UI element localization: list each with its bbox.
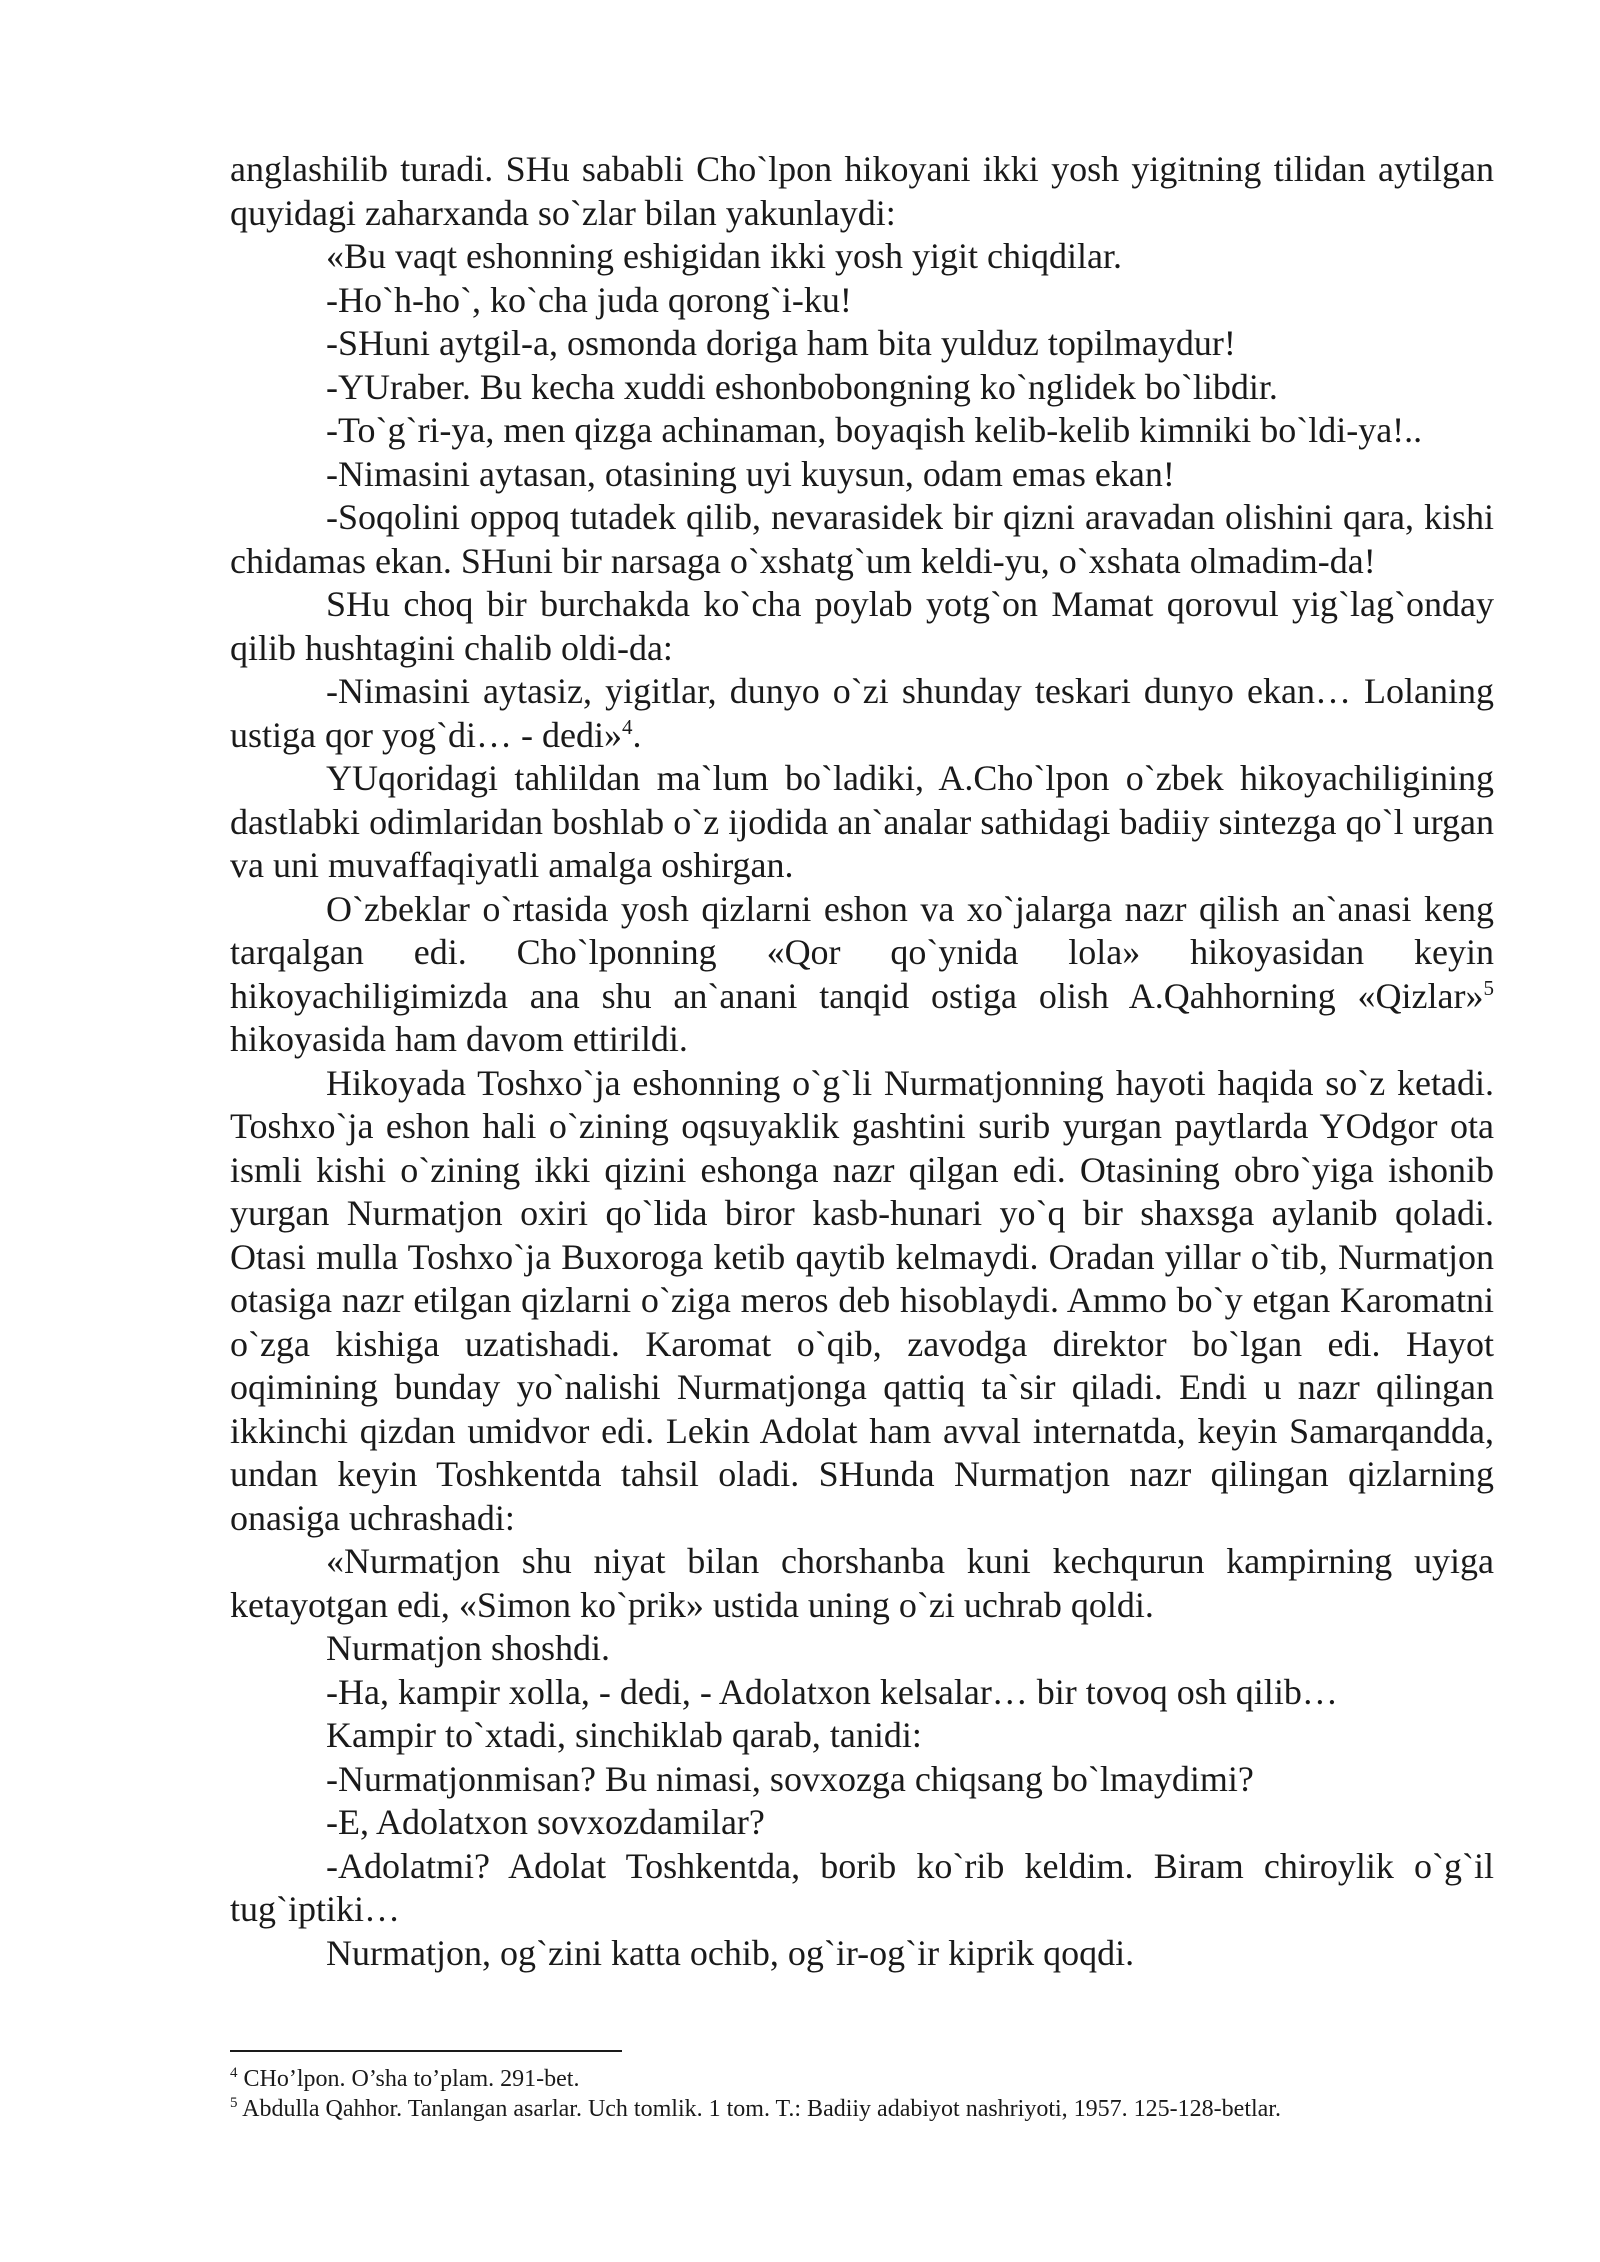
paragraph-text-after: .	[632, 714, 642, 755]
paragraph: Nurmatjon shoshdi.	[326, 1628, 610, 1668]
footnote-ref: 4	[621, 714, 633, 739]
paragraph: -SHuni aytgil-a, osmonda doriga ham bita yulduz topilmaydur!	[326, 323, 1236, 363]
paragraph: -E, Adolatxon sovxozdamilar?	[326, 1802, 765, 1842]
paragraph: -Adolatmi? Adolat Toshkentda, borib ko`rib keldim. Biram chiroylik o`g`il tug`iptiki…	[230, 1845, 1494, 1929]
paragraph: SHu choq bir burchakda ko`cha poylab yotg`on Mamat qorovul yig`lag`onday qilib hushtagini chalib oldi-da:	[230, 584, 1494, 668]
footnotes	[230, 2064, 1494, 2124]
paragraph-text: -Nimasini aytasiz, yigitlar, dunyo o`zi shunday teskari dunyo ekan… Lolaning ustiga qor yog`di… - dedi»	[230, 671, 1494, 755]
paragraph	[230, 888, 1494, 1062]
paragraph	[230, 670, 1494, 757]
paragraph: -Nurmatjonmisan? Bu nimasi, sovxozga chiqsang bo`lmaydimi?	[326, 1758, 1254, 1799]
paragraph-text: O`zbeklar o`rtasida yosh qizlarni eshon va xo`jalarga nazr qilish an`anasi keng tarqalgan edi. Cho`lponning «Qor qo`ynida lola» hikoyasidan keyin hikoyachiligimizda ana shu an`anani tanqid ostiga olish A.Qahhorning «Qizlar»	[230, 888, 1494, 1016]
paragraph-text-after: hikoyasida ham davom ettirildi.	[230, 1019, 688, 1059]
paragraph: Nurmatjon, og`zini katta ochib, og`ir-og`ir kiprik qoqdi.	[326, 1932, 1135, 1973]
paragraph: anglashilib turadi. SHu sababli Cho`lpon hikoyani ikki yosh yigitning tilidan aytilgan quyidagi zaharxanda so`zlar bilan yakunlaydi:	[230, 149, 1494, 233]
paragraph: -To`g`ri-ya, men qizga achinaman, boyaqish kelib-kelib kimniki bo`ldi-ya!..	[326, 410, 1423, 450]
footnote	[230, 2094, 1494, 2124]
footnote	[230, 2064, 1494, 2094]
paragraph: «Nurmatjon shu niyat bilan chorshanba kuni kechqurun kampirning uyiga ketayotgan edi, «Simon ko`prik» ustida uning o`zi uchrab qoldi.	[230, 1541, 1494, 1625]
footnote-text: Abdulla Qahhor. Tanlangan asarlar. Uch tomlik. 1 tom. T.: Badiiy adabiyot nashriyoti, 1957. 125-128-betlar.	[237, 2096, 1281, 2122]
paragraph: Kampir to`xtadi, sinchiklab qarab, tanidi:	[326, 1715, 922, 1755]
footnote-text: CHo’lpon. O’sha to’plam. 291-bet.	[237, 2066, 580, 2092]
paragraph: -Soqolini oppoq tutadek qilib, nevarasidek bir qizni aravadan olishini qara, kishi chidamas ekan. SHuni bir narsaga o`xshatg`um keldi-yu, o`xshata olmadim-da!	[230, 497, 1494, 581]
footnote-number: 4	[230, 2065, 238, 2081]
paragraph: -Ho`h-ho`, ko`cha juda qorong`i-ku!	[326, 279, 852, 320]
paragraph: «Bu vaqt eshonning eshigidan ikki yosh yigit chiqdilar.	[326, 236, 1122, 276]
paragraph: Hikoyada Toshxo`ja eshonning o`g`li Nurmatjonning hayoti haqida so`z ketadi. Toshxo`ja eshon hali o`zining oqsuyaklik gashtini surib yurgan paytlarda YOdgor ota ismli kishi o`zining ikki qizini eshonga nazr qilgan edi. Otasining obro`yiga ishonib yurgan Nurmatjon oxiri qo`lida biror kasb-hunari yo`q bir shaxsga aylanib qoladi. Otasi mulla Toshxo`ja Buxoroga ketib qaytib kelmaydi. Oradan yillar o`tib, Nurmatjon otasiga nazr etilgan qizlarni o`ziga meros deb hisoblaydi. Ammo bo`y etgan Karomatni o`zga kishiga uzatishadi. Karomat o`qib, zavodga direktor bo`lgan edi. Hayot oqimining bunday yo`nalishi Nurmatjonga qattiq ta`sir qiladi. Endi u nazr qilingan ikkinchi qizdan umidvor edi. Lekin Adolat ham avval internatda, keyin Samarqandda, undan keyin Toshkentda tahsil oladi. SHunda Nurmatjon nazr qilingan qizlarning onasiga uchrashadi:	[230, 1062, 1494, 1538]
footnote-ref: 5	[1483, 975, 1494, 1000]
paragraph: -Ha, kampir xolla, - dedi, - Adolatxon kelsalar… bir tovoq osh qilib…	[326, 1671, 1338, 1712]
footnote-separator	[230, 2050, 622, 2052]
paragraph: -Nimasini aytasan, otasining uyi kuysun, odam emas ekan!	[326, 453, 1175, 494]
document-body	[230, 148, 1494, 1975]
footnote-number: 5	[230, 2095, 238, 2111]
paragraph: -YUraber. Bu kecha xuddi eshonbobongning ko`nglidek bo`libdir.	[326, 366, 1278, 407]
paragraph: YUqoridagi tahlildan ma`lum bo`ladiki, A.Cho`lpon o`zbek hikoyachiligining dastlabki odimlaridan boshlab o`z ijodida an`analar sathidagi badiiy sintezga qo`l urgan va uni muvaffaqiyatli amalga oshirgan.	[230, 758, 1494, 885]
